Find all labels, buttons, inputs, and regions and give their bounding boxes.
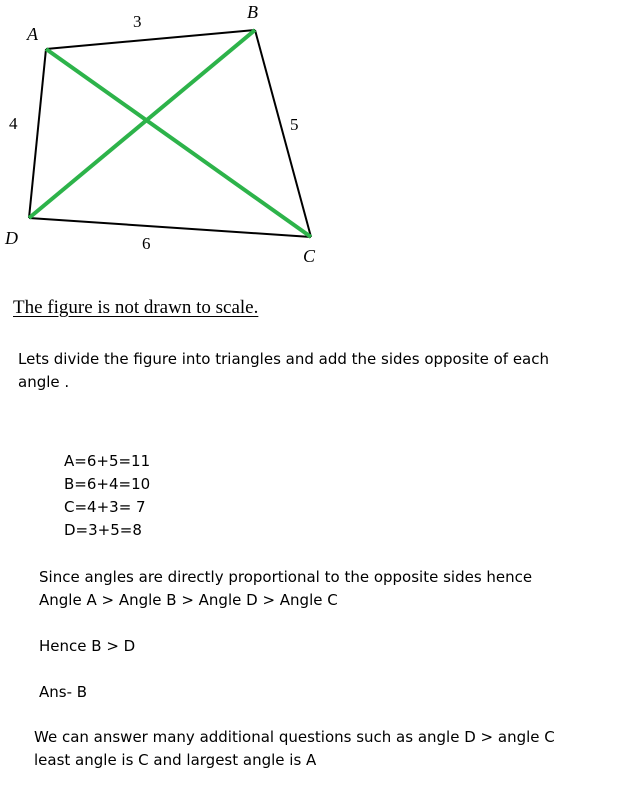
vertex-label-d: D	[5, 228, 18, 248]
edge-ab	[46, 30, 255, 49]
sum-c: C=4+3= 7	[64, 498, 146, 516]
sum-d: D=3+5=8	[64, 521, 142, 539]
additional-line-2: least angle is C and largest angle is A	[34, 751, 317, 769]
intro-line-2: angle .	[18, 373, 70, 391]
conclusion: Hence B > D	[39, 637, 136, 655]
vertex-label-b: B	[247, 2, 258, 22]
edge-da	[29, 49, 46, 218]
diagonal-bd	[29, 30, 255, 218]
intro-line-1: Lets divide the figure into triangles and add the sides opposite of each	[18, 350, 549, 368]
vertex-label-c: C	[303, 246, 316, 266]
reasoning-line-1: Since angles are directly proportional to the opposite sides hence	[39, 568, 533, 586]
side-label-bc: 5	[290, 115, 299, 134]
quadrilateral-figure	[0, 0, 624, 280]
side-label-ab: 3	[133, 12, 142, 31]
sum-b: B=6+4=10	[64, 475, 151, 493]
side-label-da: 4	[9, 114, 18, 133]
additional-line-1: We can answer many additional questions such as angle D > angle C	[34, 728, 555, 746]
vertex-label-a: A	[27, 24, 38, 44]
reasoning-line-2: Angle A > Angle B > Angle D > Angle C	[39, 591, 338, 609]
edge-cd	[29, 218, 311, 237]
answer: Ans- B	[39, 683, 88, 701]
scale-note: The figure is not drawn to scale.	[13, 297, 259, 318]
diagonal-ac	[46, 49, 311, 237]
edge-bc	[255, 30, 311, 237]
sum-a: A=6+5=11	[64, 452, 151, 470]
side-label-cd: 6	[142, 234, 151, 253]
